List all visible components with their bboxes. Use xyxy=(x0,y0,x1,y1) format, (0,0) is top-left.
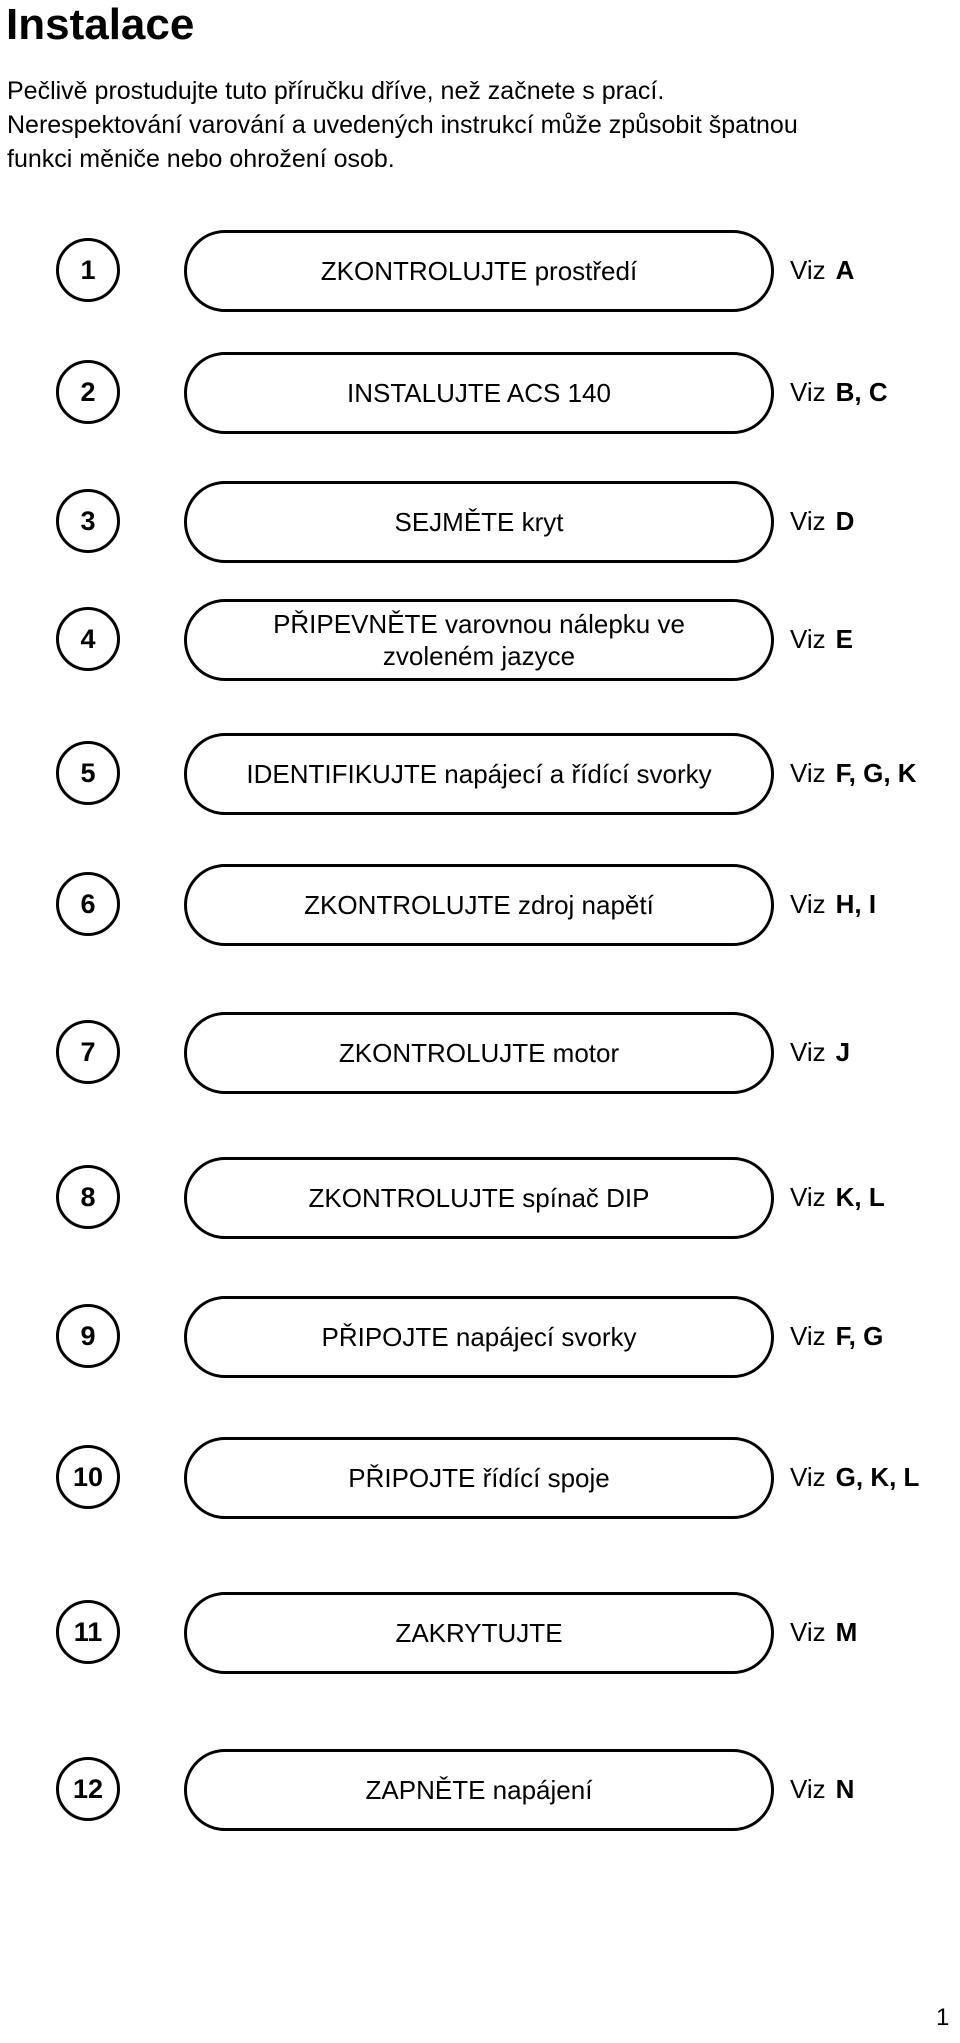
step-item xyxy=(0,1592,960,1676)
step-instruction: ZKONTROLUJTE prostředí xyxy=(184,230,774,312)
step-reference xyxy=(790,1320,883,1352)
step-number-badge: 3 xyxy=(56,489,120,553)
step-item xyxy=(0,1296,960,1380)
reference-sections: F, G, K xyxy=(835,758,917,788)
step-instruction: INSTALUJTE ACS 140 xyxy=(184,352,774,434)
step-item xyxy=(0,1012,960,1096)
step-number-badge: 8 xyxy=(56,1165,120,1229)
reference-sections: D xyxy=(835,506,855,536)
step-reference xyxy=(790,376,888,408)
reference-sections: M xyxy=(835,1617,858,1647)
step-instruction: PŘIPOJTE řídící spoje xyxy=(184,1437,774,1519)
step-instruction: ZKONTROLUJTE zdroj napětí xyxy=(184,864,774,946)
step-item xyxy=(0,864,960,948)
step-reference xyxy=(790,1181,885,1213)
step-instruction: ZAPNĚTE napájení xyxy=(184,1749,774,1831)
reference-sections: H, I xyxy=(835,889,877,919)
reference-prefix: Viz xyxy=(790,624,826,654)
step-reference xyxy=(790,1461,919,1493)
reference-prefix: Viz xyxy=(790,889,826,919)
reference-prefix: Viz xyxy=(790,1182,826,1212)
intro-line: Nerespektování varování a uvedených instrukcí může způsobit špatnou xyxy=(7,111,798,139)
step-instruction: ZKONTROLUJTE spínač DIP xyxy=(184,1157,774,1239)
reference-prefix: Viz xyxy=(790,1617,826,1647)
step-reference xyxy=(790,1036,850,1068)
step-instruction: IDENTIFIKUJTE napájecí a řídící svorky xyxy=(184,733,774,815)
step-item xyxy=(0,599,960,683)
step-instruction: SEJMĚTE kryt xyxy=(184,481,774,563)
reference-sections: G, K, L xyxy=(835,1462,920,1492)
page-title: Instalace xyxy=(6,0,195,49)
step-reference xyxy=(790,757,917,789)
reference-prefix: Viz xyxy=(790,758,826,788)
step-item xyxy=(0,733,960,817)
reference-prefix: Viz xyxy=(790,506,826,536)
step-reference xyxy=(790,254,854,286)
step-number-badge: 2 xyxy=(56,360,120,424)
step-item xyxy=(0,352,960,436)
reference-sections: E xyxy=(835,624,853,654)
step-reference xyxy=(790,1616,857,1648)
step-number-badge: 9 xyxy=(56,1304,120,1368)
page-number: 1 xyxy=(936,2004,950,2031)
intro-line: funkci měniče nebo ohrožení osob. xyxy=(7,145,395,173)
reference-prefix: Viz xyxy=(790,255,826,285)
reference-sections: B, C xyxy=(835,377,888,407)
reference-prefix: Viz xyxy=(790,1321,826,1351)
step-item xyxy=(0,1437,960,1521)
reference-sections: J xyxy=(835,1037,851,1067)
step-number-badge: 7 xyxy=(56,1020,120,1084)
reference-prefix: Viz xyxy=(790,1037,826,1067)
step-number-badge: 4 xyxy=(56,607,120,671)
step-reference xyxy=(790,623,853,655)
step-reference xyxy=(790,888,876,920)
step-reference xyxy=(790,505,854,537)
step-number-badge: 10 xyxy=(56,1445,120,1509)
intro-line: Pečlivě prostudujte tuto příručku dříve, než začnete s prací. xyxy=(7,77,665,105)
step-reference xyxy=(790,1773,854,1805)
reference-sections: A xyxy=(835,255,855,285)
reference-prefix: Viz xyxy=(790,1774,826,1804)
step-instruction: ZKONTROLUJTE motor xyxy=(184,1012,774,1094)
step-instruction: PŘIPOJTE napájecí svorky xyxy=(184,1296,774,1378)
step-number-badge: 12 xyxy=(56,1757,120,1821)
step-item xyxy=(0,230,960,314)
step-item xyxy=(0,1157,960,1241)
step-number-badge: 6 xyxy=(56,872,120,936)
step-number-badge: 5 xyxy=(56,741,120,805)
step-number-badge: 11 xyxy=(56,1600,120,1664)
step-instruction: ZAKRYTUJTE xyxy=(184,1592,774,1674)
step-item xyxy=(0,1749,960,1833)
reference-sections: F, G xyxy=(835,1321,884,1351)
reference-prefix: Viz xyxy=(790,377,826,407)
reference-prefix: Viz xyxy=(790,1462,826,1492)
reference-sections: K, L xyxy=(835,1182,885,1212)
step-instruction: PŘIPEVNĚTE varovnou nálepku ve zvoleném jazyce xyxy=(184,599,774,681)
step-number-badge: 1 xyxy=(56,238,120,302)
step-item xyxy=(0,481,960,565)
reference-sections: N xyxy=(835,1774,855,1804)
